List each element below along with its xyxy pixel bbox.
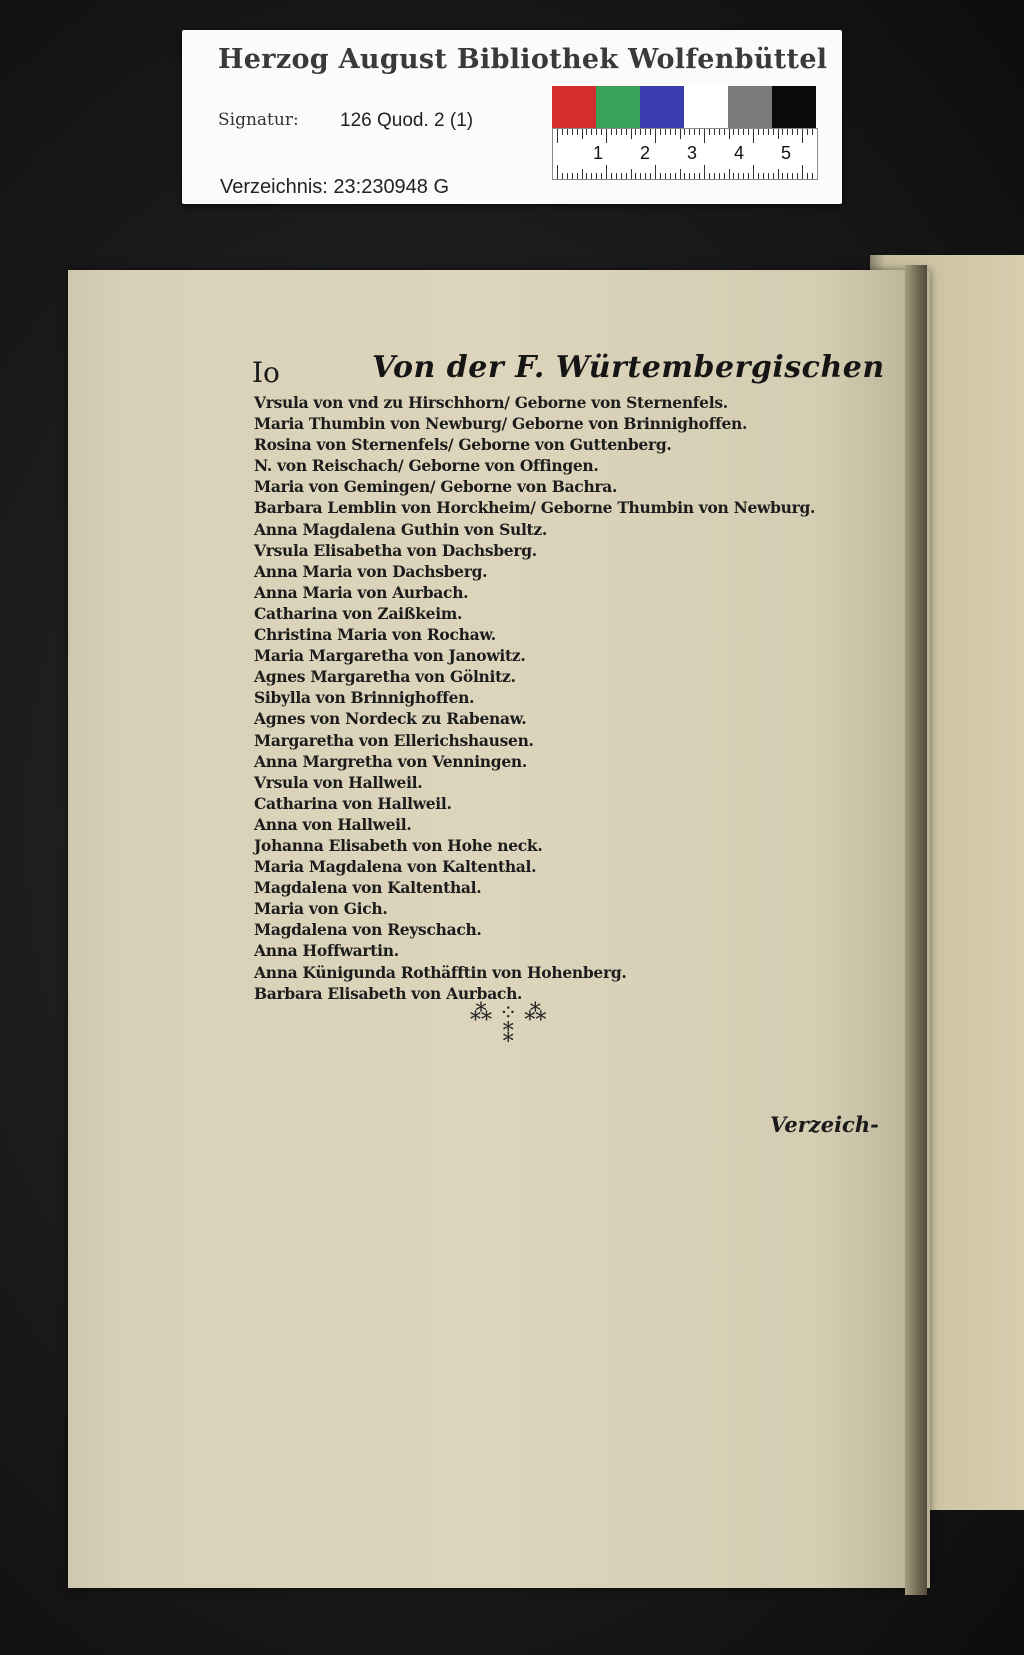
ruler-number: 1 xyxy=(593,143,604,163)
ruler-tick xyxy=(778,129,779,139)
ruler-tick xyxy=(591,129,592,135)
ruler-tick xyxy=(733,129,734,135)
ruler-tick xyxy=(645,129,646,135)
ruler-tick xyxy=(699,173,700,179)
ruler-tick xyxy=(606,129,607,143)
color-calibration-swatches xyxy=(552,86,816,128)
page-number: Io xyxy=(252,356,280,389)
ruler-tick xyxy=(567,129,568,135)
list-item: Anna Maria von Dachsberg. xyxy=(254,561,488,581)
ruler-tick xyxy=(660,129,661,135)
ruler-tick xyxy=(626,173,627,179)
ruler-tick xyxy=(758,129,759,135)
list-item: Anna Margretha von Venningen. xyxy=(254,751,527,771)
ruler-tick xyxy=(689,173,690,179)
ruler-tick xyxy=(807,173,808,179)
ruler-tick xyxy=(640,173,641,179)
signatur-value: 126 Quod. 2 (1) xyxy=(340,110,474,131)
ruler-tick xyxy=(635,173,636,179)
list-item: Catharina von Zaißkeim. xyxy=(254,603,463,623)
ruler-tick xyxy=(704,165,705,179)
ruler-tick xyxy=(719,129,720,135)
ruler-tick xyxy=(591,173,592,179)
running-head: Von der F. Würtembergischen xyxy=(372,350,885,385)
ruler-tick xyxy=(753,129,754,143)
list-item: Anna Künigunda Rothäfftin von Hohenberg. xyxy=(254,962,627,982)
ruler-tick xyxy=(660,173,661,179)
ruler-tick xyxy=(792,129,793,135)
ruler-tick xyxy=(773,173,774,179)
list-item: Sibylla von Brinnighoffen. xyxy=(254,688,475,708)
ruler-tick xyxy=(738,129,739,135)
ruler-tick xyxy=(586,129,587,135)
color-swatch xyxy=(772,86,816,128)
ruler-tick xyxy=(782,129,783,135)
ruler-tick xyxy=(577,129,578,135)
ruler-tick xyxy=(586,173,587,179)
list-item: Maria Margaretha von Janowitz. xyxy=(254,646,526,666)
ruler-tick xyxy=(812,129,813,135)
ruler-tick xyxy=(621,173,622,179)
library-name: Herzog August Bibliothek Wolfenbüttel xyxy=(218,44,828,75)
ruler-tick xyxy=(709,129,710,135)
ruler-tick xyxy=(650,173,651,179)
ruler-tick xyxy=(606,165,607,179)
ruler-tick xyxy=(655,129,656,143)
ruler-tick xyxy=(621,129,622,135)
ruler-tick xyxy=(778,169,779,179)
list-item: Vrsula Elisabetha von Dachsberg. xyxy=(254,540,537,560)
ruler-tick xyxy=(631,129,632,139)
list-item: Maria Magdalena von Kaltenthal. xyxy=(254,857,537,877)
ruler-tick xyxy=(709,173,710,179)
ruler-tick xyxy=(748,173,749,179)
ruler-tick xyxy=(582,129,583,139)
ruler-tick xyxy=(763,173,764,179)
ruler-tick xyxy=(699,129,700,135)
signatur-label: Signatur: xyxy=(218,110,299,130)
ruler-tick xyxy=(758,173,759,179)
ruler-tick xyxy=(562,173,563,179)
ruler-tick xyxy=(729,129,730,139)
ruler-tick xyxy=(557,165,558,179)
ruler-tick xyxy=(694,129,695,135)
ruler-tick xyxy=(577,173,578,179)
ruler-tick xyxy=(557,129,558,143)
ruler-tick xyxy=(675,173,676,179)
ruler-number: 4 xyxy=(734,143,745,163)
ruler-tick xyxy=(714,173,715,179)
ruler-tick xyxy=(572,129,573,135)
ruler-tick xyxy=(631,169,632,179)
book-gutter xyxy=(905,265,927,1595)
list-item: Christina Maria von Rochaw. xyxy=(254,625,496,645)
ruler-tick xyxy=(650,129,651,135)
ruler-tick xyxy=(797,129,798,135)
ruler-tick xyxy=(680,129,681,139)
ornament-bottom: ⁑ xyxy=(502,1023,514,1048)
ruler-tick xyxy=(743,129,744,135)
color-swatch xyxy=(640,86,684,128)
list-item: Agnes von Nordeck zu Rabenaw. xyxy=(254,709,527,729)
color-swatch xyxy=(596,86,640,128)
ruler-tick xyxy=(773,129,774,135)
list-item: Anna Maria von Aurbach. xyxy=(254,582,469,602)
ruler-tick xyxy=(782,173,783,179)
list-item: Margaretha von Ellerichshausen. xyxy=(254,730,534,750)
ruler-tick xyxy=(724,129,725,135)
list-item: Catharina von Hallweil. xyxy=(254,793,452,813)
ruler-tick xyxy=(596,129,597,135)
ruler-number: 5 xyxy=(781,143,792,163)
list-item: Magdalena von Reyschach. xyxy=(254,920,482,940)
ruler-tick xyxy=(689,129,690,135)
ruler-tick xyxy=(684,129,685,135)
list-item: Vrsula von Hallweil. xyxy=(254,772,423,792)
list-item: Rosina von Sternenfels/ Geborne von Guttenberg. xyxy=(254,435,672,455)
ruler-tick xyxy=(792,173,793,179)
list-item: Barbara Elisabeth von Aurbach. xyxy=(254,983,523,1003)
ruler-tick xyxy=(582,169,583,179)
list-item: Johanna Elisabeth von Hohe neck. xyxy=(254,835,543,855)
list-item: N. von Reischach/ Geborne von Offingen. xyxy=(254,456,599,476)
catchword: Verzeich- xyxy=(770,1112,879,1137)
ruler-tick xyxy=(748,129,749,135)
list-item: Anna Magdalena Guthin von Sultz. xyxy=(254,519,547,539)
ornament-top: ⁂ ⁘ ⁂ xyxy=(470,1001,547,1026)
ruler-tick xyxy=(567,173,568,179)
ruler-tick xyxy=(763,129,764,135)
ruler-tick xyxy=(680,169,681,179)
ruler-tick xyxy=(733,173,734,179)
ruler-tick xyxy=(670,173,671,179)
ruler-tick xyxy=(787,129,788,135)
ruler-tick xyxy=(665,129,666,135)
ruler-tick xyxy=(601,129,602,135)
ruler-tick xyxy=(655,165,656,179)
ruler-tick xyxy=(645,173,646,179)
ruler-tick xyxy=(675,129,676,135)
ruler-tick xyxy=(670,129,671,135)
ruler-tick xyxy=(665,173,666,179)
ruler-tick xyxy=(572,173,573,179)
ruler-tick xyxy=(626,129,627,135)
verzeichnis-value: Verzeichnis: 23:230948 G xyxy=(220,176,450,198)
ruler-tick xyxy=(797,173,798,179)
ruler-tick xyxy=(719,173,720,179)
ruler-tick xyxy=(802,129,803,143)
list-item: Maria von Gich. xyxy=(254,899,388,919)
ruler-number: 3 xyxy=(687,143,698,163)
ruler-tick xyxy=(768,129,769,135)
ruler-tick xyxy=(694,173,695,179)
ruler-tick xyxy=(596,173,597,179)
list-item: Barbara Lemblin von Horckheim/ Geborne Thumbin von Newburg. xyxy=(254,498,816,518)
ruler-tick xyxy=(787,173,788,179)
name-list xyxy=(254,392,814,1004)
color-swatch xyxy=(552,86,596,128)
list-item: Maria Thumbin von Newburg/ Geborne von Brinnighoffen. xyxy=(254,414,748,434)
list-item: Anna Hoffwartin. xyxy=(254,941,399,961)
list-item: Maria von Gemingen/ Geborne von Bachra. xyxy=(254,477,618,497)
ruler-tick xyxy=(743,173,744,179)
ruler-tick xyxy=(611,173,612,179)
ruler-tick xyxy=(812,173,813,179)
ruler-tick xyxy=(601,173,602,179)
ruler-tick xyxy=(802,165,803,179)
ruler-tick xyxy=(640,129,641,135)
ruler-tick xyxy=(562,129,563,135)
ruler-tick xyxy=(704,129,705,143)
ruler-number: 2 xyxy=(640,143,651,163)
ruler-tick xyxy=(616,129,617,135)
ruler-tick xyxy=(768,173,769,179)
ruler-tick xyxy=(684,173,685,179)
ruler-tick xyxy=(611,129,612,135)
color-swatch xyxy=(728,86,772,128)
ruler-tick xyxy=(724,173,725,179)
list-item: Agnes Margaretha von Gölnitz. xyxy=(254,667,516,687)
library-label-card xyxy=(182,30,842,204)
color-swatch xyxy=(684,86,728,128)
ruler-tick xyxy=(807,129,808,135)
list-item: Magdalena von Kaltenthal. xyxy=(254,878,482,898)
ruler-tick xyxy=(616,173,617,179)
ornament xyxy=(470,1003,546,1047)
ruler-tick xyxy=(738,173,739,179)
ruler-tick xyxy=(729,169,730,179)
list-item: Vrsula von vnd zu Hirschhorn/ Geborne von Sternenfels. xyxy=(254,393,728,412)
ruler-tick xyxy=(635,129,636,135)
scale-ruler xyxy=(552,128,818,180)
list-item: Anna von Hallweil. xyxy=(254,814,412,834)
ruler-tick xyxy=(714,129,715,135)
ruler-tick xyxy=(753,165,754,179)
